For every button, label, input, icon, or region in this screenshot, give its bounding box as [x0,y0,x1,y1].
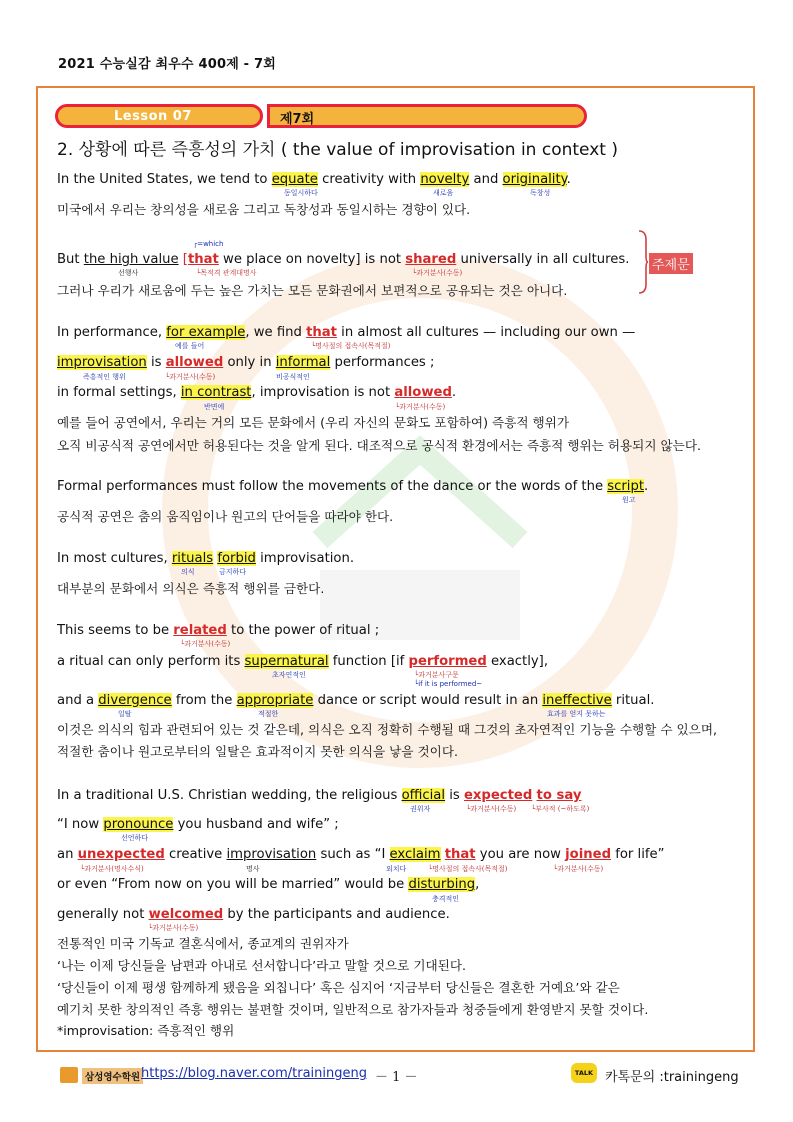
gloss: 명사 [246,865,260,873]
gloss: └if it is performed~ [414,680,483,688]
translation-end-1: 전통적인 미국 기독교 결혼식에서, 종교계의 권위자가 [57,936,349,951]
gloss: └과거분사(수동) [165,373,216,381]
grammar-shared: shared [405,252,457,267]
lesson-label: Lesson 07 [114,109,192,124]
translation-7: 대부분의 문화에서 의식은 즉흥적 행위를 금한다. [57,581,325,596]
sentence-7: In most cultures, rituals forbid improvisation. [57,551,355,566]
topic-badge: 주제문 [649,253,693,274]
translation-3-1: 예를 들어 공연에서, 우리는 거의 모든 문화에서 (우리 자신의 문화도 포함하여) 즉흥적 행위가 [57,415,569,430]
sentence-15: generally not welcomed by the participants and audience. [57,907,450,922]
grammar-that: that [187,252,219,267]
gloss: 의식 [181,568,195,576]
vocab-rituals: rituals [171,551,214,566]
lesson-round-pill [267,104,587,128]
document-header: 2021 수능실감 최우수 400제 - 7회 [58,57,277,72]
translation-10-1: 이것은 의식의 힘과 관련되어 있는 것 같은데, 의식은 오직 정확히 수행될 때 그것의 초자연적인 기능을 수행할 수 있으며, [57,722,718,737]
grammar-expected: expected [463,788,533,803]
gloss: └과거분사(명사수식) [80,865,144,873]
vocab-script: script [607,479,644,494]
translation-end-4: 예기치 못한 창의적인 즉흥 행위는 불편할 것이며, 일반적으로 참가자들과 청중들에게 환영받지 못할 것이다. [57,1002,649,1017]
grammar-allowed: allowed [394,385,452,400]
sentence-1: In the United States, we tend to equate creativity with novelty and originality. [57,172,571,187]
gloss: 예를 들어 [175,342,205,350]
gloss: 독창성 [530,189,551,197]
gloss: 즉흥적인 행위 [83,373,126,381]
gloss: 일탈 [118,710,132,718]
translation-6: 공식적 공연은 춤의 움직임이나 원고의 단어들을 따라야 한다. [57,509,394,524]
grammar-performed: performed [408,654,487,669]
translation-end-2: ‘나는 이제 당신들을 남편과 아내로 선서합니다’라고 말할 것으로 기대된다. [57,958,467,973]
gloss: └명사절의 접속사(목적절) [311,342,391,350]
gloss: 적절한 [258,710,279,718]
page-number: － 1 － [375,1070,418,1085]
sentence-8: This seems to be related to the power of ritual ; [57,623,380,638]
grammar-joined: joined [565,847,612,862]
sentence-12: “I now pronounce you husband and wife” ; [57,817,339,832]
lesson-label-pill [55,104,263,128]
grammar-unexpected: unexpected [77,847,165,862]
vocab-equate: equate [271,172,318,187]
blog-link[interactable]: https://blog.naver.com/trainingeng [141,1066,367,1081]
gloss: 외치다 [386,865,407,873]
grammar-related: related [173,623,227,638]
sentence-14: or even “From now on you will be married” would be disturbing, [57,877,480,892]
vocab-official: official [401,788,446,803]
grammar-allowed: allowed [165,355,224,370]
gloss: 권위자 [410,805,431,813]
gloss: 충격적인 [432,895,460,903]
gloss: 비공식적인 [276,373,310,381]
grammar-that: that [444,847,476,862]
gloss: └과거분사(수동) [466,805,517,813]
topic-bracket [638,230,648,294]
academy-logo-icon [60,1067,78,1083]
vocab-appropriate: appropriate [236,693,314,708]
gloss: 선언하다 [121,834,149,842]
grammar-to-say: to say [536,788,582,803]
vocab-disturbing: disturbing [408,877,476,892]
translation-3-2: 오직 비공식적 공연에서만 허용된다는 것을 알게 된다. 대조적으로 공식적 환경에서는 즉흥적 행위는 허용되지 않는다. [57,438,701,453]
vocab-divergence: divergence [98,693,172,708]
vocab-note: *improvisation: 즉흥적인 행위 [57,1023,235,1038]
vocab-exclaim: exclaim [389,847,441,862]
vocab-supernatural: supernatural [244,654,329,669]
gloss: └과거분사(수동) [412,269,463,277]
sentence-9: a ritual can only perform its supernatural function [if performed exactly], [57,654,549,669]
gloss: └과거분사(수동) [180,640,231,648]
translation-end-3: ‘당신들이 이제 평생 함께하게 됐음을 외칩니다’ 혹은 심지어 ‘지금부터 당신들은 결혼한 거예요’와 같은 [57,980,620,995]
vocab-originality: originality [502,172,567,187]
kakaotalk-icon: TALK [571,1063,597,1083]
gloss: └과거분사(수동) [553,865,604,873]
translation-2: 그러나 우리가 새로움에 두는 높은 가치는 모든 문화권에서 보편적으로 공유되는 것은 아니다. [57,283,568,298]
sentence-4: improvisation is allowed only in informal performances ; [57,355,435,370]
gloss: 효과를 얻지 못하는 [547,710,606,718]
gloss: └부사적 (~하도록) [531,805,590,813]
vocab-for-example: for example [166,325,246,340]
gloss: 원고 [622,496,636,504]
gloss: 선행사 [118,269,139,277]
vocab-in-contrast: in contrast [180,385,252,400]
gloss: 초자연적인 [272,671,306,679]
sentence-11: In a traditional U.S. Christian wedding, the religious official is expected to say [57,788,582,803]
lesson-round: 제7회 [280,112,315,127]
gloss: ┌=which [193,240,224,248]
vocab-pronounce: pronounce [103,817,174,832]
sentence-2: But the high value [that we place on novelty] is not shared universally in all cultures. [57,252,630,267]
gloss: 금지하다 [219,568,247,576]
gloss: └과거분사(수동) [148,924,199,932]
sentence-6: Formal performances must follow the movements of the dance or the words of the script. [57,479,649,494]
vocab-forbid: forbid [217,551,256,566]
vocab-improvisation: improvisation [226,847,317,862]
vocab-the-high-value: the high value [83,252,179,267]
translation-10-2: 적절한 춤이나 원고로부터의 일탈은 효과적이지 못한 의식을 낳을 것이다. [57,744,458,759]
gloss: └과거분사구문 [414,671,459,679]
lesson-bar [55,104,588,128]
sentence-10: and a divergence from the appropriate dance or script would result in an ineffective ritual. [57,693,655,708]
grammar-welcomed: welcomed [148,907,224,922]
gloss: └과거분사(수동) [395,403,446,411]
vocab-ineffective: ineffective [542,693,612,708]
sentence-5: in formal settings, in contrast, improvisation is not allowed. [57,385,457,400]
vocab-informal: informal [275,355,331,370]
vocab-improvisation: improvisation [57,355,147,370]
academy-name: 삼성영수학원 [82,1068,143,1084]
gloss: 반면에 [204,403,225,411]
gloss: 새로움 [433,189,454,197]
gloss: └목적격 관계대명사 [196,269,257,277]
sentence-3: In performance, for example, we find that in almost all cultures — including our own — [57,325,636,340]
kakao-contact: 카톡문의 :trainingeng [605,1070,739,1085]
sentence-13: an unexpected creative improvisation such as “I exclaim that you are now joined for life” [57,847,665,862]
passage-title: 2. 상황에 따른 즉흥성의 가치 ( the value of improvisation in context ) [57,140,618,160]
vocab-novelty: novelty [420,172,470,187]
gloss: └명사절의 접속사(목적절) [428,865,508,873]
gloss: 동일시하다 [284,189,318,197]
grammar-that: that [306,325,337,340]
translation-1: 미국에서 우리는 창의성을 새로움 그리고 독창성과 동일시하는 경향이 있다. [57,202,471,217]
